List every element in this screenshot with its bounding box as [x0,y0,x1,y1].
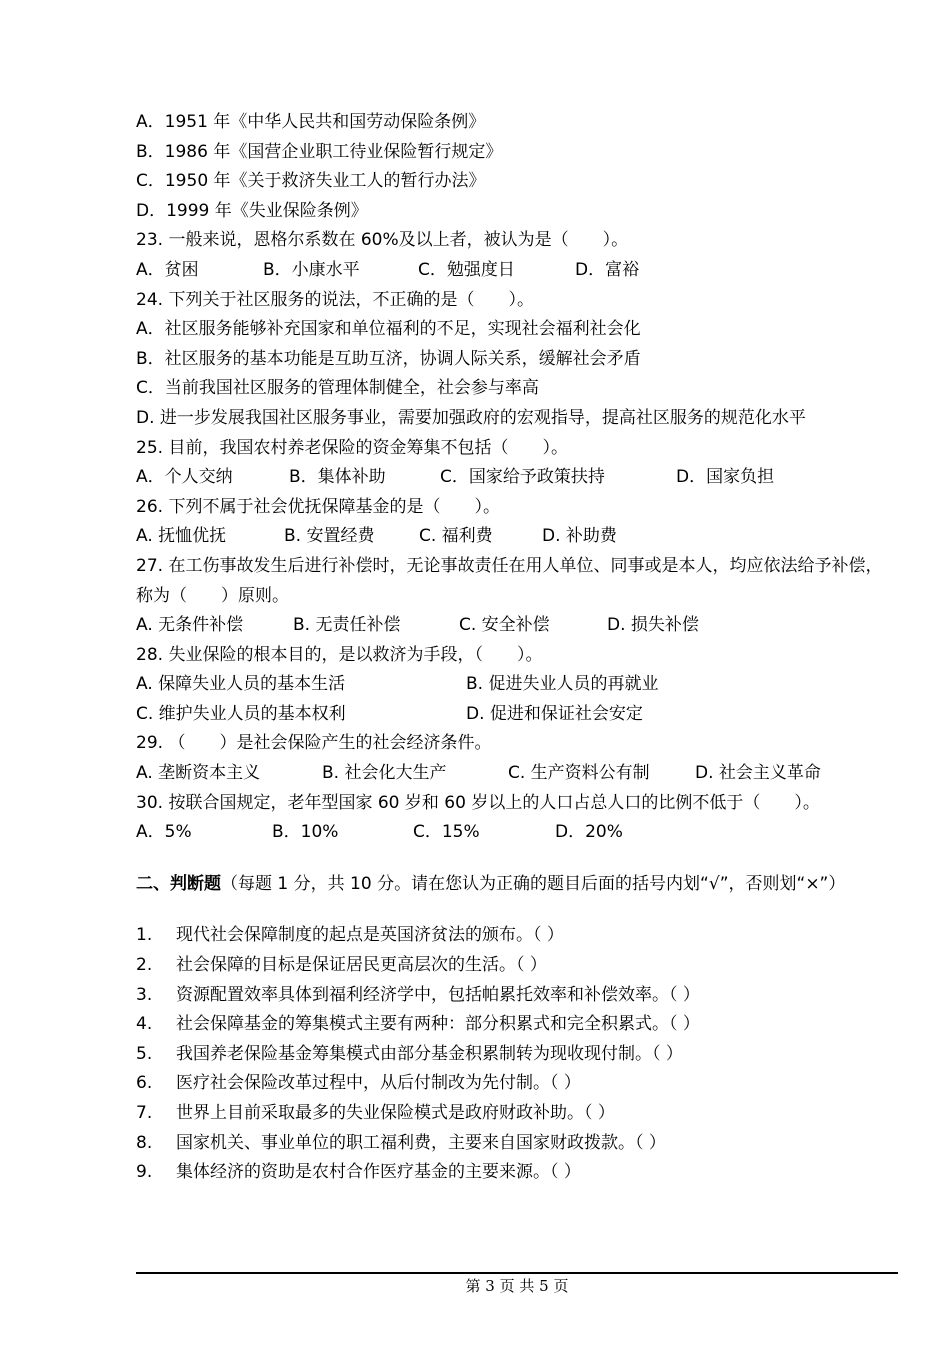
question-27 [136,552,898,641]
option: B. 无责任补偿 [293,615,401,636]
option: B．小康水平 [263,259,360,280]
option: A. 抚恤优抚 [136,526,227,547]
question-24 [136,286,898,434]
item-number: 7. [136,1103,153,1123]
item-text: 医疗社会保险改革过程中，从后付制改为先付制。（ ） [176,1073,581,1094]
option: C．15% [413,822,480,843]
option: C. 维护失业人员的基本权利 [136,703,346,724]
option: B. 安置经费 [284,526,375,547]
judgement-item [136,1158,898,1188]
spacer [136,899,898,921]
option-line: C．1950 年《关于救济失业工人的暂行办法》 [136,171,486,192]
judgement-item [136,1099,898,1129]
item-number: 3. [136,984,153,1005]
option-line: A．社区服务能够补充国家和单位福利的不足，实现社会福利社会化 [136,319,641,340]
exam-page-content [136,108,898,1188]
question-22-options [136,108,898,226]
option: C. 安全补偿 [459,615,550,636]
item-number: 8. [136,1132,153,1153]
item-number: 4. [136,1014,153,1035]
item-text: 世界上目前采取最多的失业保险模式是政府财政补助。（ ） [176,1103,615,1123]
item-number: 6. [136,1073,153,1094]
question-stem: 26. 下列不属于社会优抚保障基金的是（ ）。 [136,496,500,517]
option-row [136,700,898,730]
option: A. 垄断资本主义 [136,763,261,784]
option: B．集体补助 [289,467,386,488]
option-row [136,256,898,286]
option-row [136,522,898,552]
option: D. 补助费 [542,526,617,547]
option: B．10% [272,822,339,843]
question-23 [136,226,898,285]
judgement-item [136,1040,898,1070]
item-text: 我国养老保险基金筹集模式由部分基金积累制转为现收现付制。（ ） [176,1043,683,1064]
item-number: 5. [136,1043,153,1064]
option-row [136,611,898,641]
question-stem: 23. 一般来说，恩格尔系数在 60%及以上者，被认为是（ ）。 [136,230,629,251]
question-28 [136,641,898,730]
item-text: 现代社会保障制度的起点是英国济贫法的颁布。（ ） [176,925,564,946]
question-30 [136,789,898,848]
item-text: 社会保障基金的筹集模式主要有两种：部分积累式和完全积累式。（ ） [176,1014,700,1035]
option: B. 社会化大生产 [322,763,447,784]
question-stem: 24. 下列关于社区服务的说法，不正确的是（ ）。 [136,289,534,310]
option: A．5% [136,822,192,843]
judgement-list [136,921,898,1187]
judgement-item [136,1010,898,1040]
option: A．贫困 [136,259,199,280]
judgement-item [136,1069,898,1099]
option-row [136,670,898,700]
option: D. 损失补偿 [607,615,699,636]
item-text: 国家机关、事业单位的职工福利费，主要来自国家财政拨款。（ ） [176,1132,666,1153]
option-row [136,463,898,493]
option-row [136,759,898,789]
section-2-instruction: （每题 1 分，共 10 分。请在您认为正确的题目后面的括号内划“√”，否则划“×”） [221,873,846,894]
option-line: A．1951 年《中华人民共和国劳动保险条例》 [136,112,486,132]
question-26 [136,493,898,552]
question-29 [136,729,898,788]
item-text: 集体经济的资助是农村合作医疗基金的主要来源。（ ） [176,1162,581,1183]
section-2-heading [136,870,898,900]
option: B. 促进失业人员的再就业 [466,674,659,695]
item-number: 2. [136,955,153,976]
option: C. 生产资料公有制 [508,763,650,784]
option: D．20% [555,822,623,843]
question-stem: 25. 目前，我国农村养老保险的资金筹集不包括（ ）。 [136,437,568,458]
option: A. 无条件补偿 [136,615,244,636]
judgement-item [136,921,898,951]
question-stem: 27. 在工伤事故发生后进行补偿时，无论事故责任在用人单位、同事或是本人，均应依法给予补偿，称为（ ）原则。 [136,555,883,606]
footer-divider [136,1272,898,1274]
judgement-item [136,1129,898,1159]
question-stem: 28. 失业保险的根本目的，是以救济为手段，（ ）。 [136,644,543,665]
question-25 [136,434,898,493]
spacer [136,848,898,870]
question-stem: 29. （ ）是社会保险产生的社会经济条件。 [136,733,492,754]
option: C．国家给予政策扶持 [440,467,605,488]
option-line: B．1986 年《国营企业职工待业保险暂行规定》 [136,141,503,162]
option: D. 社会主义革命 [695,763,821,784]
option: C. 福利费 [419,526,493,547]
item-text: 资源配置效率具体到福利经济学中，包括帕累托效率和补偿效率。（ ） [176,984,700,1005]
page-footer: 第 3 页 共 5 页 [465,1277,569,1295]
item-number: 1. [136,925,153,946]
judgement-item [136,981,898,1011]
item-text: 社会保障的目标是保证居民更高层次的生活。（ ） [176,955,547,976]
question-stem: 30. 按联合国规定，老年型国家 60 岁和 60 岁以上的人口占总人口的比例不低于（ ）。 [136,792,820,813]
option: D. 促进和保证社会安定 [466,703,643,724]
option: A. 保障失业人员的基本生活 [136,674,346,695]
option-line: C．当前我国社区服务的管理体制健全，社会参与率高 [136,378,539,399]
option: A．个人交纳 [136,467,233,488]
option: D．国家负担 [676,467,775,488]
option-line: B．社区服务的基本功能是互助互济，协调人际关系，缓解社会矛盾 [136,348,641,369]
judgement-item [136,951,898,981]
section-2-title: 二、判断题 [136,873,221,894]
option-line: D. 进一步发展我国社区服务事业，需要加强政府的宏观指导，提高社区服务的规范化水平 [136,407,806,428]
option-line: D．1999 年《失业保险条例》 [136,200,368,221]
option: D．富裕 [575,259,640,280]
option-row [136,818,898,848]
item-number: 9. [136,1162,153,1183]
option: C．勉强度日 [418,259,515,280]
